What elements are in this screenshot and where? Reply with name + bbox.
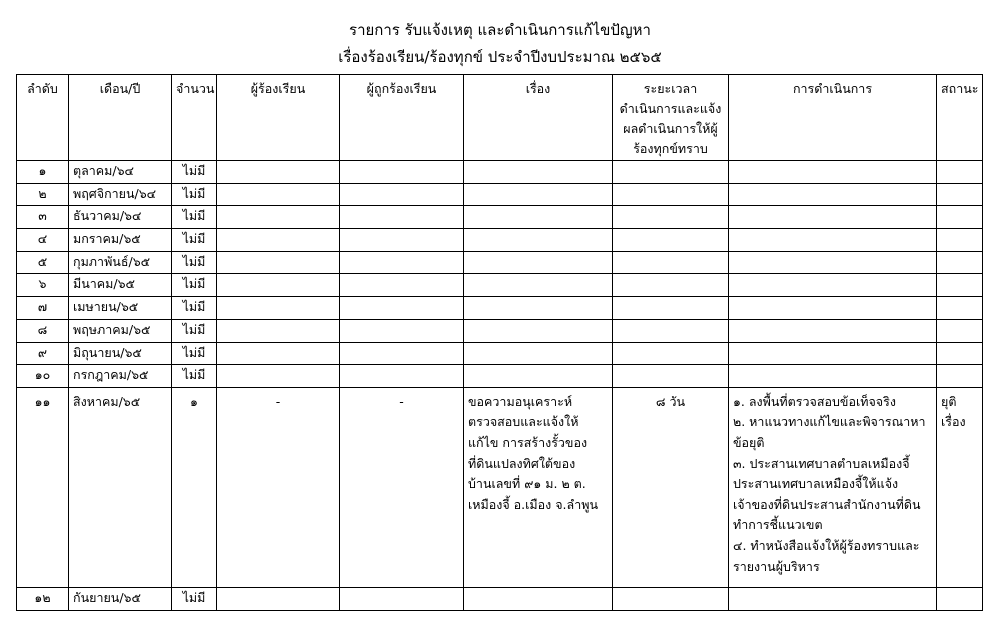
cell-subject bbox=[464, 587, 613, 610]
col-header-status: สถานะ bbox=[937, 75, 983, 161]
cell-action bbox=[729, 229, 937, 252]
cell-action bbox=[729, 342, 937, 365]
cell-action bbox=[729, 161, 937, 184]
action-line: ทำการชี้แนวเขต bbox=[733, 517, 823, 533]
cell-count: ไม่มี bbox=[172, 183, 217, 206]
cell-subject bbox=[464, 183, 613, 206]
cell-status bbox=[937, 206, 983, 229]
table-row bbox=[17, 274, 983, 297]
duration-header-line: ร้องทุกข์ทราบ bbox=[633, 141, 708, 156]
table-row bbox=[17, 183, 983, 206]
cell-status bbox=[937, 297, 983, 320]
cell-complainant bbox=[217, 161, 340, 184]
cell-subject bbox=[464, 229, 613, 252]
cell-duration bbox=[613, 274, 729, 297]
cell-status bbox=[937, 587, 983, 610]
header-row bbox=[17, 75, 983, 161]
table-row bbox=[17, 206, 983, 229]
col-header-month: เดือน/ปี bbox=[69, 75, 172, 161]
cell-no: ๑๒ bbox=[17, 587, 69, 610]
cell-status bbox=[937, 229, 983, 252]
cell-no: ๖ bbox=[17, 274, 69, 297]
cell-count: ไม่มี bbox=[172, 206, 217, 229]
table-row bbox=[17, 587, 983, 610]
col-header-respondent: ผู้ถูกร้องเรียน bbox=[340, 75, 464, 161]
cell-action bbox=[729, 251, 937, 274]
table-row-detail bbox=[17, 387, 983, 587]
table-row bbox=[17, 319, 983, 342]
cell-subject bbox=[464, 297, 613, 320]
cell-no: ๑๑ bbox=[17, 387, 69, 587]
cell-complainant bbox=[217, 365, 340, 388]
cell-count: ไม่มี bbox=[172, 161, 217, 184]
cell-count: ไม่มี bbox=[172, 229, 217, 252]
subject-line: ตรวจสอบและแจ้งให้ bbox=[468, 414, 579, 430]
cell-complainant bbox=[217, 587, 340, 610]
col-header-count: จำนวน bbox=[172, 75, 217, 161]
cell-status bbox=[937, 365, 983, 388]
cell-action bbox=[729, 206, 937, 229]
table-row bbox=[17, 365, 983, 388]
cell-duration: ๘ วัน bbox=[613, 387, 729, 587]
cell-count: ไม่มี bbox=[172, 587, 217, 610]
cell-count: ๑ bbox=[172, 387, 217, 587]
cell-duration bbox=[613, 161, 729, 184]
cell-status bbox=[937, 183, 983, 206]
cell-action bbox=[729, 587, 937, 610]
cell-action bbox=[729, 297, 937, 320]
action-line: ๒. หาแนวทางแก้ไขและพิจารณาหา bbox=[733, 414, 926, 430]
cell-month: มกราคม/๖๕ bbox=[69, 229, 172, 252]
cell-duration bbox=[613, 319, 729, 342]
cell-complainant bbox=[217, 206, 340, 229]
table-row bbox=[17, 297, 983, 320]
cell-duration bbox=[613, 229, 729, 252]
cell-duration bbox=[613, 365, 729, 388]
cell-month: ตุลาคม/๖๔ bbox=[69, 161, 172, 184]
duration-header-line: ดำเนินการและแจ้ง bbox=[619, 101, 722, 116]
cell-status bbox=[937, 274, 983, 297]
cell-count: ไม่มี bbox=[172, 319, 217, 342]
col-header-no: ลำดับ bbox=[17, 75, 69, 161]
col-header-duration bbox=[613, 75, 729, 161]
cell-action bbox=[729, 319, 937, 342]
cell-action bbox=[729, 183, 937, 206]
cell-month: สิงหาคม/๖๕ bbox=[69, 387, 172, 587]
cell-complainant: - bbox=[217, 387, 340, 587]
cell-month: พฤศจิกายน/๖๔ bbox=[69, 183, 172, 206]
action-line: ๓. ประสานเทศบาลตำบลเหมืองจี้ bbox=[733, 455, 910, 471]
duration-header-line: ผลดำเนินการให้ผู้ bbox=[623, 121, 718, 136]
action-line: รายงานผู้บริหาร bbox=[733, 558, 820, 574]
cell-respondent: - bbox=[340, 387, 464, 587]
cell-no: ๔ bbox=[17, 229, 69, 252]
table-row bbox=[17, 161, 983, 184]
cell-complainant bbox=[217, 251, 340, 274]
col-header-complainant: ผู้ร้องเรียน bbox=[217, 75, 340, 161]
action-line: เจ้าของที่ดินประสานสำนักงานที่ดิน bbox=[733, 496, 921, 512]
cell-complainant bbox=[217, 319, 340, 342]
action-line: ๑. ลงพื้นที่ตรวจสอบข้อเท็จจริง bbox=[733, 393, 896, 409]
cell-duration bbox=[613, 183, 729, 206]
col-header-subject: เรื่อง bbox=[464, 75, 613, 161]
cell-complainant bbox=[217, 274, 340, 297]
table-row bbox=[17, 251, 983, 274]
cell-respondent bbox=[340, 251, 464, 274]
cell-respondent bbox=[340, 274, 464, 297]
cell-complainant bbox=[217, 297, 340, 320]
cell-complainant bbox=[217, 229, 340, 252]
cell-month: กรกฎาคม/๖๕ bbox=[69, 365, 172, 388]
cell-respondent bbox=[340, 229, 464, 252]
subject-line: บ้านเลขที่ ๙๑ ม. ๒ ต. bbox=[468, 476, 586, 492]
cell-complainant bbox=[217, 342, 340, 365]
cell-month: มีนาคม/๖๕ bbox=[69, 274, 172, 297]
cell-respondent bbox=[340, 161, 464, 184]
cell-count: ไม่มี bbox=[172, 342, 217, 365]
cell-month: กุมภาพันธ์/๖๕ bbox=[69, 251, 172, 274]
cell-count: ไม่มี bbox=[172, 251, 217, 274]
cell-count: ไม่มี bbox=[172, 274, 217, 297]
cell-action bbox=[729, 274, 937, 297]
subject-line: เหมืองจี้ อ.เมือง จ.ลำพูน bbox=[468, 496, 598, 512]
complaint-table bbox=[16, 74, 983, 611]
cell-no: ๓ bbox=[17, 206, 69, 229]
action-line: ข้อยุติ bbox=[733, 435, 765, 451]
cell-status bbox=[937, 342, 983, 365]
cell-subject bbox=[464, 342, 613, 365]
table-row bbox=[17, 342, 983, 365]
cell-duration bbox=[613, 206, 729, 229]
cell-duration bbox=[613, 297, 729, 320]
document-title: รายการ รับแจ้งเหตุ และดำเนินการแก้ไขปัญหา bbox=[349, 21, 651, 39]
cell-subject bbox=[464, 206, 613, 229]
cell-month: พฤษภาคม/๖๕ bbox=[69, 319, 172, 342]
cell-month: ธันวาคม/๖๔ bbox=[69, 206, 172, 229]
cell-action bbox=[729, 387, 937, 587]
cell-respondent bbox=[340, 319, 464, 342]
subject-line: แก้ไข การสร้างรั้วของ bbox=[468, 435, 588, 451]
cell-subject bbox=[464, 387, 613, 587]
cell-no: ๗ bbox=[17, 297, 69, 320]
cell-respondent bbox=[340, 206, 464, 229]
cell-status bbox=[937, 161, 983, 184]
cell-subject bbox=[464, 319, 613, 342]
duration-header-line: ระยะเวลา bbox=[643, 81, 698, 96]
table-row bbox=[17, 229, 983, 252]
action-line: ประสานเทศบาลเหมืองจี้ให้แจ้ง bbox=[733, 476, 899, 492]
cell-no: ๑๐ bbox=[17, 365, 69, 388]
cell-respondent bbox=[340, 587, 464, 610]
cell-no: ๕ bbox=[17, 251, 69, 274]
cell-no: ๒ bbox=[17, 183, 69, 206]
cell-subject bbox=[464, 161, 613, 184]
cell-no: ๘ bbox=[17, 319, 69, 342]
cell-subject bbox=[464, 274, 613, 297]
subject-line: ขอความอนุเคราะห์ bbox=[468, 393, 573, 409]
cell-month: กันยายน/๖๕ bbox=[69, 587, 172, 610]
col-header-action: การดำเนินการ bbox=[729, 75, 937, 161]
cell-month: มิถุนายน/๖๕ bbox=[69, 342, 172, 365]
cell-status bbox=[937, 319, 983, 342]
cell-duration bbox=[613, 251, 729, 274]
cell-status bbox=[937, 251, 983, 274]
cell-duration bbox=[613, 342, 729, 365]
cell-subject bbox=[464, 251, 613, 274]
cell-complainant bbox=[217, 183, 340, 206]
cell-action bbox=[729, 365, 937, 388]
subject-line: ที่ดินแปลงทิศใต้ของ bbox=[468, 455, 576, 471]
action-line: ๔. ทำหนังสือแจ้งให้ผู้ร้องทราบและ bbox=[733, 538, 920, 554]
cell-subject bbox=[464, 365, 613, 388]
cell-count: ไม่มี bbox=[172, 297, 217, 320]
cell-month: เมษายน/๖๕ bbox=[69, 297, 172, 320]
cell-status: ยุติเรื่อง bbox=[937, 387, 983, 587]
cell-duration bbox=[613, 587, 729, 610]
document-subtitle: เรื่องร้องเรียน/ร้องทุกข์ ประจำปีงบประมาณ ๒๕๖๕ bbox=[338, 48, 662, 66]
cell-no: ๙ bbox=[17, 342, 69, 365]
cell-respondent bbox=[340, 365, 464, 388]
cell-no: ๑ bbox=[17, 161, 69, 184]
cell-respondent bbox=[340, 183, 464, 206]
cell-respondent bbox=[340, 342, 464, 365]
cell-respondent bbox=[340, 297, 464, 320]
cell-count: ไม่มี bbox=[172, 365, 217, 388]
